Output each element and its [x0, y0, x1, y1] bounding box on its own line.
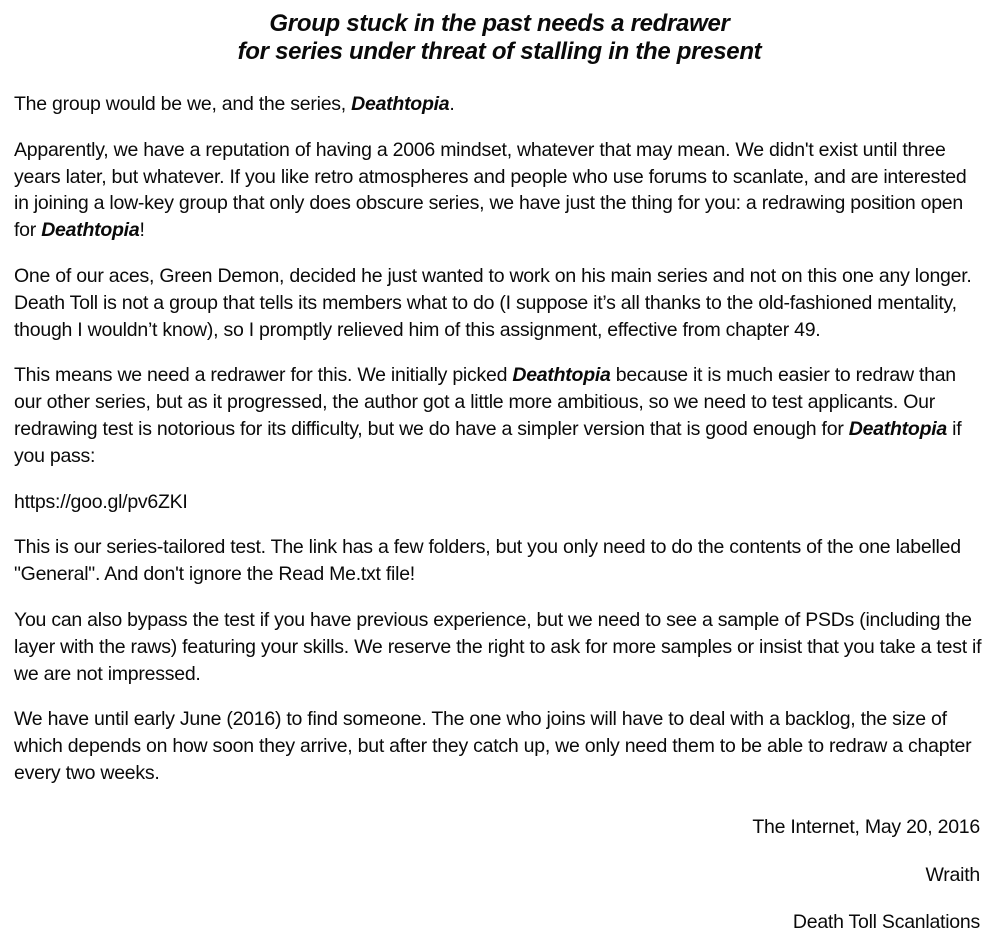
paragraph-text: This is our series-tailored test. The link has a few folders, but you only need to do the contents of the one labelled "General". And don't ignore the Read Me.txt file! — [14, 536, 961, 586]
series-title-emphasis: Deathtopia — [351, 93, 450, 115]
paragraph-background — [14, 137, 985, 244]
paragraph-text: We have until early June (2016) to find someone. The one who joins will have to deal with a backlog, the size of which depends on how soon they arrive, but after they catch up, we only need them to be able to redraw a chapter every two weeks. — [14, 708, 972, 784]
paragraph-text: if you pass: — [14, 417, 962, 467]
paragraph-bypass-option — [14, 607, 985, 687]
signature-date: The Internet, May 20, 2016 — [752, 815, 980, 838]
paragraph-text: You can also bypass the test if you have previous experience, but we need to see a sample of PSDs (including the layer with the raws) featuring your skills. We reserve the right to ask for more samples or insist that you take a test if we are not impressed. — [14, 608, 982, 685]
paragraph-text: https://goo.gl/pv6ZKI — [14, 490, 188, 513]
series-title-emphasis: Deathtopia — [848, 417, 947, 440]
paragraph-text: One of our aces, Green Demon, decided he just wanted to work on his main series and not on this one any longer. Death Toll is not a group that tells its members what to do (I suppose it’s all thanks to the old-fashioned mentality, though I wouldn’t know), so I promptly relieved him of this assignment, effective from chapter 49. — [14, 264, 972, 341]
paragraph-text: because it is much easier to redraw than our other series, but as it progressed, the author got a little more ambitious, so we need to test applicants. Our redrawing test is notorious for its difficulty, but we do have a simpler version that is good enough for — [14, 364, 956, 440]
paragraph-test-link-url — [14, 489, 985, 516]
title-line-2: for series under threat of stalling in the present — [237, 38, 762, 65]
signature-block — [14, 814, 985, 936]
signature-group: Death Toll Scanlations — [792, 911, 980, 934]
page-title — [14, 10, 985, 66]
series-title-emphasis: Deathtopia — [41, 219, 140, 242]
paragraph-vacancy-reason — [14, 263, 985, 343]
signature-author: Wraith — [925, 863, 980, 886]
paragraph-intro — [14, 91, 985, 118]
paragraph-text: . — [449, 93, 455, 115]
paragraph-deadline — [14, 706, 985, 786]
paragraph-text: ! — [139, 219, 145, 242]
paragraph-text: The group would be we, and the series, — [14, 93, 352, 115]
title-line-1: Group stuck in the past needs a redrawer — [269, 10, 730, 37]
paragraph-text: Apparently, we have a reputation of having a 2006 mindset, whatever that may mean. We didn't exist until three years later, but whatever. If you like retro atmospheres and people who use forums to scanlate, and are interested in joining a low-key group that only does obscure series, we have just the thing for you: a redrawing position open for — [14, 138, 967, 242]
paragraph-test-instructions — [14, 534, 985, 588]
paragraph-text: This means we need a redrawer for this. We initially picked — [14, 364, 513, 387]
body-paragraphs — [14, 91, 985, 787]
series-title-emphasis: Deathtopia — [512, 364, 611, 387]
paragraph-test-info — [14, 362, 985, 469]
